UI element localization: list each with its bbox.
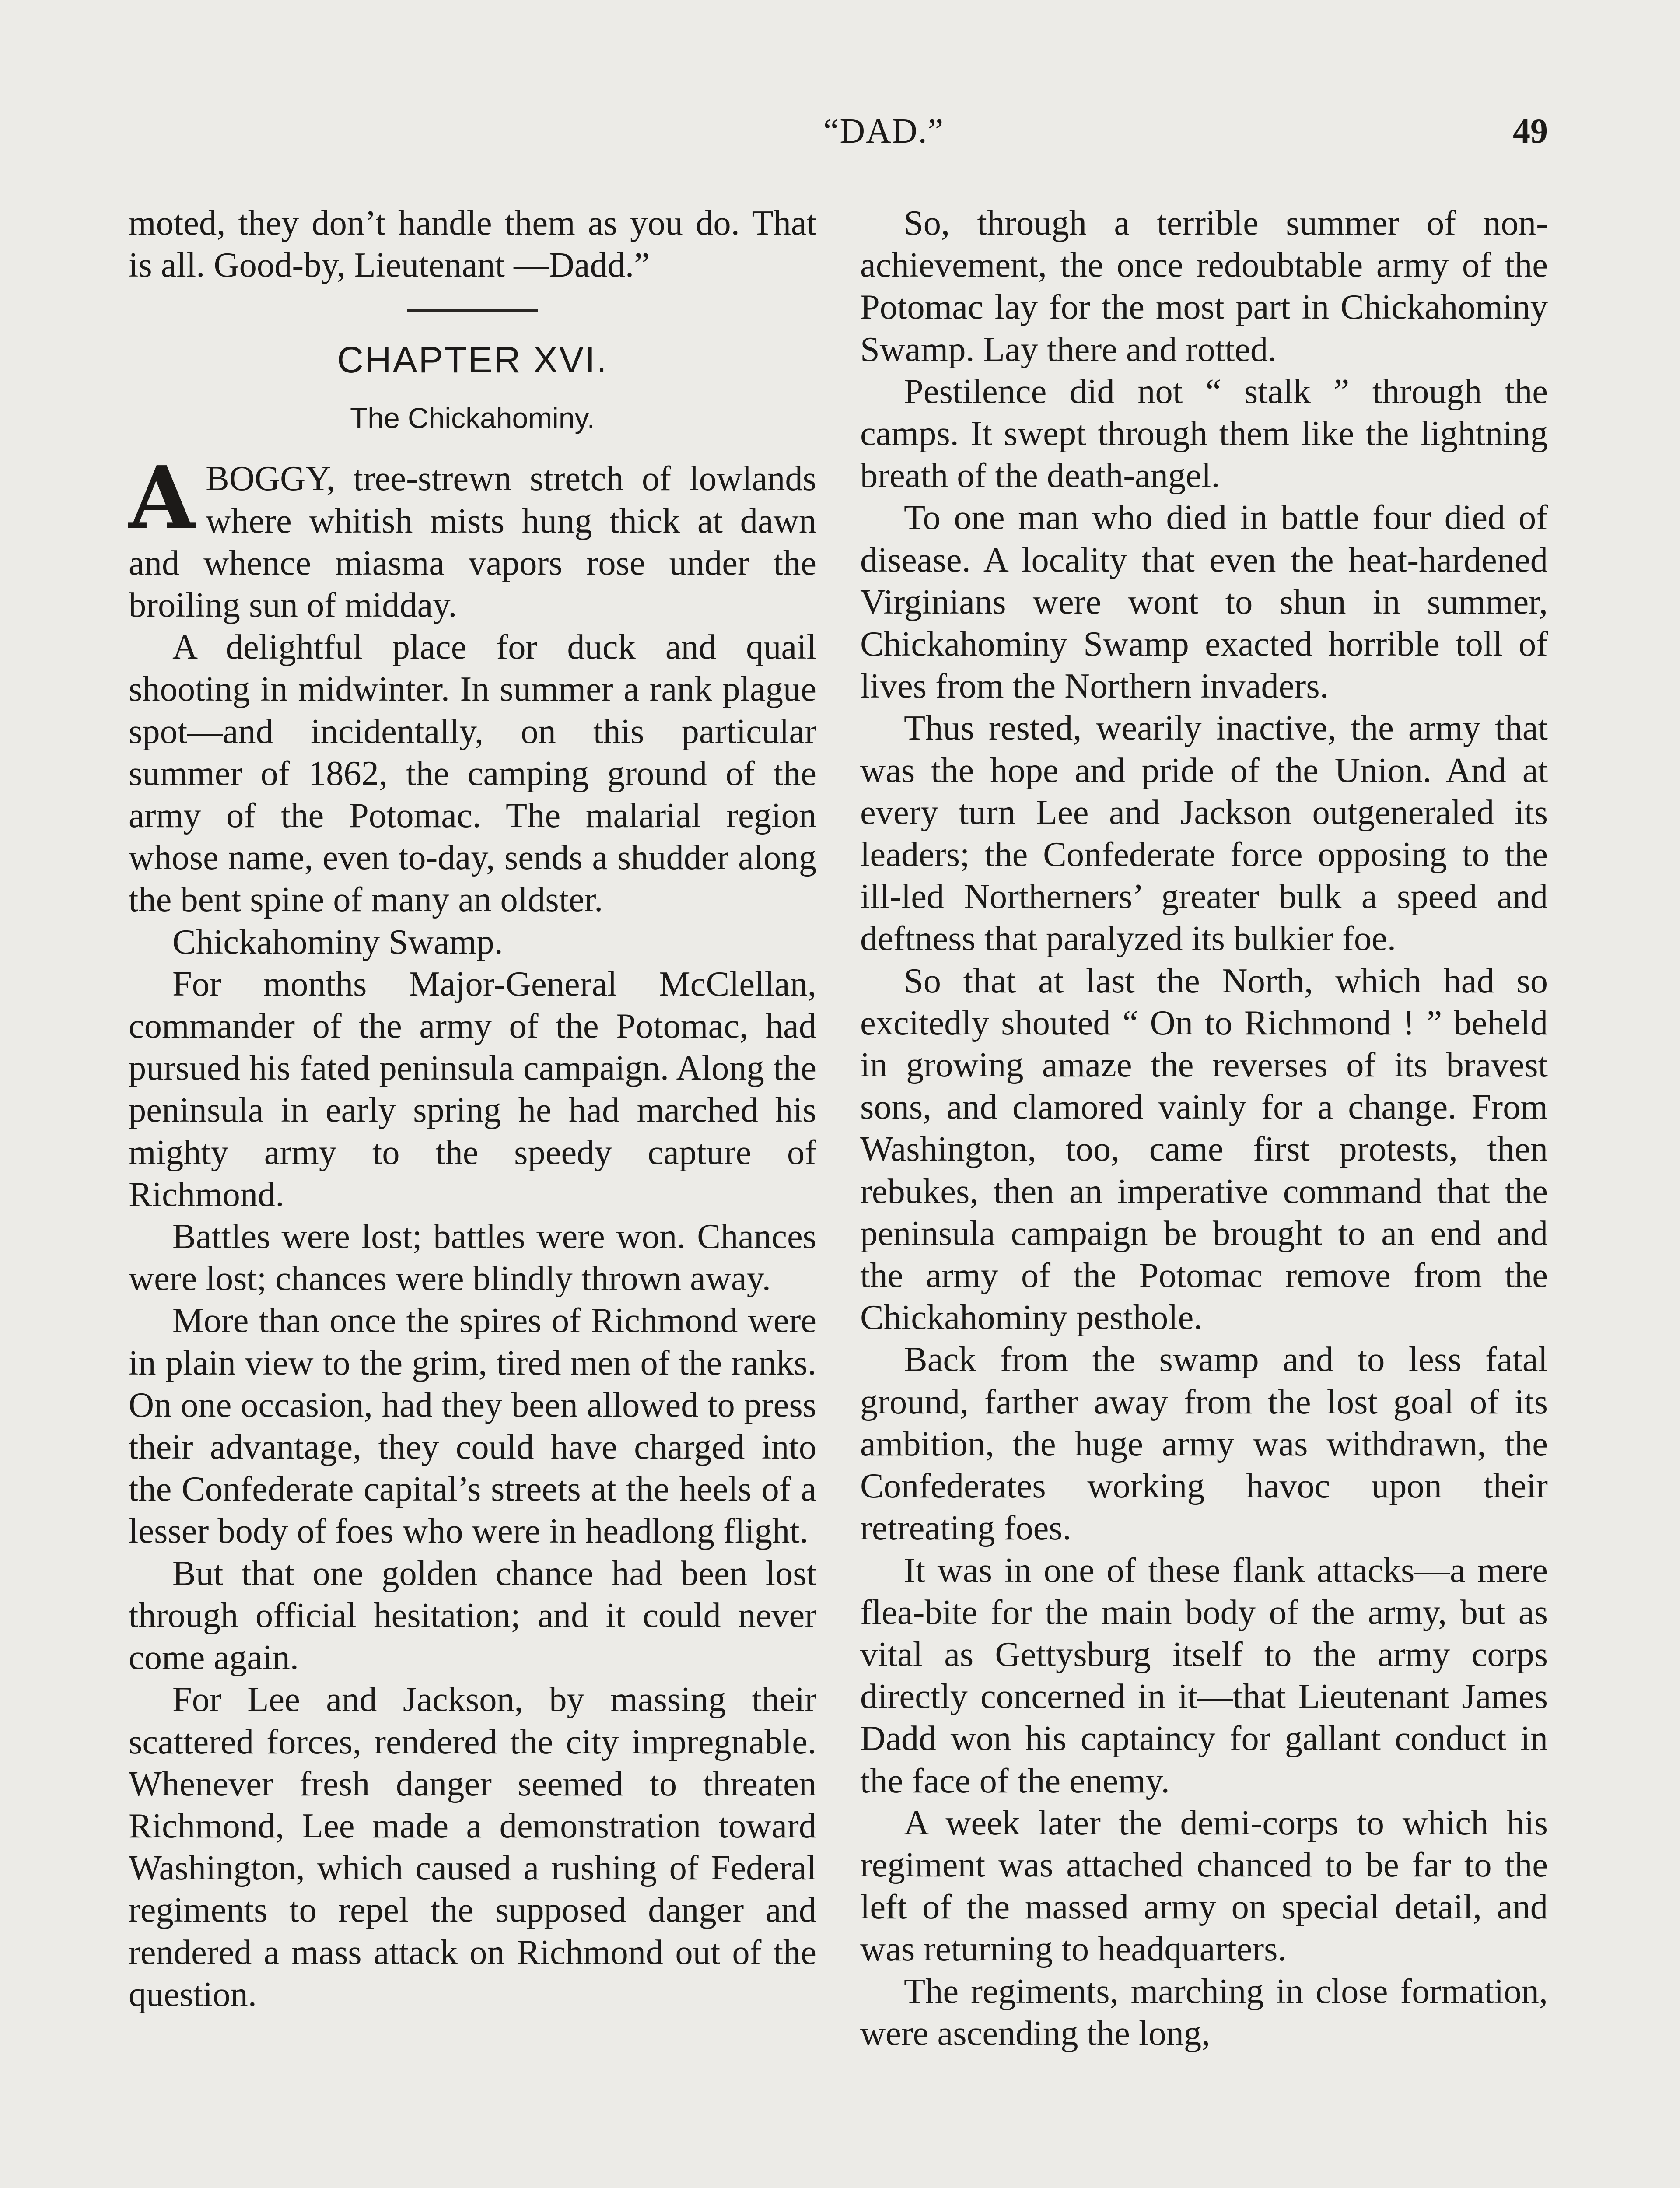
body-paragraph: Battles were lost; battles were won. Chances were lost; chances were blindly thrown away. [129, 1217, 816, 1298]
body-paragraph: To one man who died in battle four died of disease. A locality that even the heat-hardened Virginians were wont to shun in summer, Chickahominy Swamp exacted horrible toll of lives from the Northern invaders. [860, 498, 1548, 706]
right-column [860, 202, 1548, 2055]
section-divider [407, 309, 538, 312]
intro-paragraph: moted, they don’t handle them as you do. That is all. Good-by, Lieutenant —Dadd.” [129, 203, 816, 285]
opening-paragraph [129, 448, 816, 626]
body-paragraph: But that one golden chance had been lost through official hesitation; and it could never come again. [129, 1553, 816, 1677]
body-paragraph: A week later the demi-corps to which his regiment was attached chanced to be far to the left of the massed army on special detail, and was returning to headquarters. [860, 1803, 1548, 1969]
running-title: “DAD.” [823, 112, 945, 151]
body-paragraph: Chickahominy Swamp. [172, 922, 503, 961]
body-paragraph: Back from the swamp and to less fatal ground, farther away from the lost goal of its ambition, the huge army was withdrawn, the Confederates working havoc upon their retreating foes. [860, 1340, 1548, 1548]
body-paragraph: For months Major-General McClellan, commander of the army of the Potomac, had pursued his fated peninsula campaign. Along the peninsula in early spring he had marched his mighty army to the speedy capture of Richmond. [129, 964, 816, 1214]
drop-cap: A [129, 448, 196, 549]
left-column [129, 202, 816, 2016]
body-paragraph: It was in one of these flank attacks—a mere flea-bite for the main body of the army, but as vital as Gettysburg itself to the army corps directly concerned in it—that Lieutenant James Dadd won his captaincy for gallant conduct in the face of the enemy. [860, 1550, 1548, 1800]
body-paragraph: A delightful place for duck and quail shooting in midwinter. In summer a rank plague spot—and incidentally, on this particular summer of 1862, the camping ground of the army of the Potomac. The malarial region whose name, even to-day, sends a shudder along the bent spine of many an oldster. [129, 628, 816, 919]
page-number: 49 [1513, 112, 1548, 151]
body-paragraph: For Lee and Jackson, by massing their scattered forces, rendered the city impregnable. Whenever fresh danger seemed to threaten Richmond, Lee made a demonstration toward Washington, which caused a rushing of Federal regiments to repel the supposed danger and rendered a mass attack on Richmond out of the question. [129, 1680, 816, 2014]
body-paragraph: Pestilence did not “ stalk ” through the camps. It swept through them like the lightning breath of the death-angel. [860, 372, 1548, 495]
chapter-subtitle: The Chickahominy. [350, 402, 595, 435]
body-paragraph: So, through a terrible summer of non-achievement, the once redoubtable army of the Potomac lay for the most part in Chickahominy Swamp. Lay there and rotted. [860, 203, 1548, 369]
chapter-heading: CHAPTER XVI. [337, 339, 608, 381]
body-paragraph: Thus rested, wearily inactive, the army that was the hope and pride of the Union. And at every turn Lee and Jackson outgeneraled its leaders; the Confederate force opposing to the ill-led Northerners’ greater bulk a speed and deftness that paralyzed its bulkier foe. [860, 708, 1548, 958]
opening-text: BOGGY, tree-strewn stretch of lowlands where whitish mists hung thick at dawn and whence miasma vapors rose under the broiling sun of midday. [129, 459, 816, 625]
body-paragraph: More than once the spires of Richmond were in plain view to the grim, tired men of the ranks. On one occasion, had they been allowed to press their advantage, they could have charged into the Confederate capital’s streets at the heels of a lesser body of foes who were in headlong flight. [129, 1301, 816, 1551]
body-paragraph: The regiments, marching in close formation, were ascending the long, [860, 1971, 1548, 2053]
body-paragraph: So that at last the North, which had so excitedly shouted “ On to Richmond ! ” beheld in growing amaze the reverses of its bravest sons, and clamored vainly for a change. From Washington, too, came first protests, then rebukes, then an imperative command that the peninsula campaign be brought to an end and the army of the Potomac remove from the Chickahominy pesthole. [860, 961, 1548, 1337]
